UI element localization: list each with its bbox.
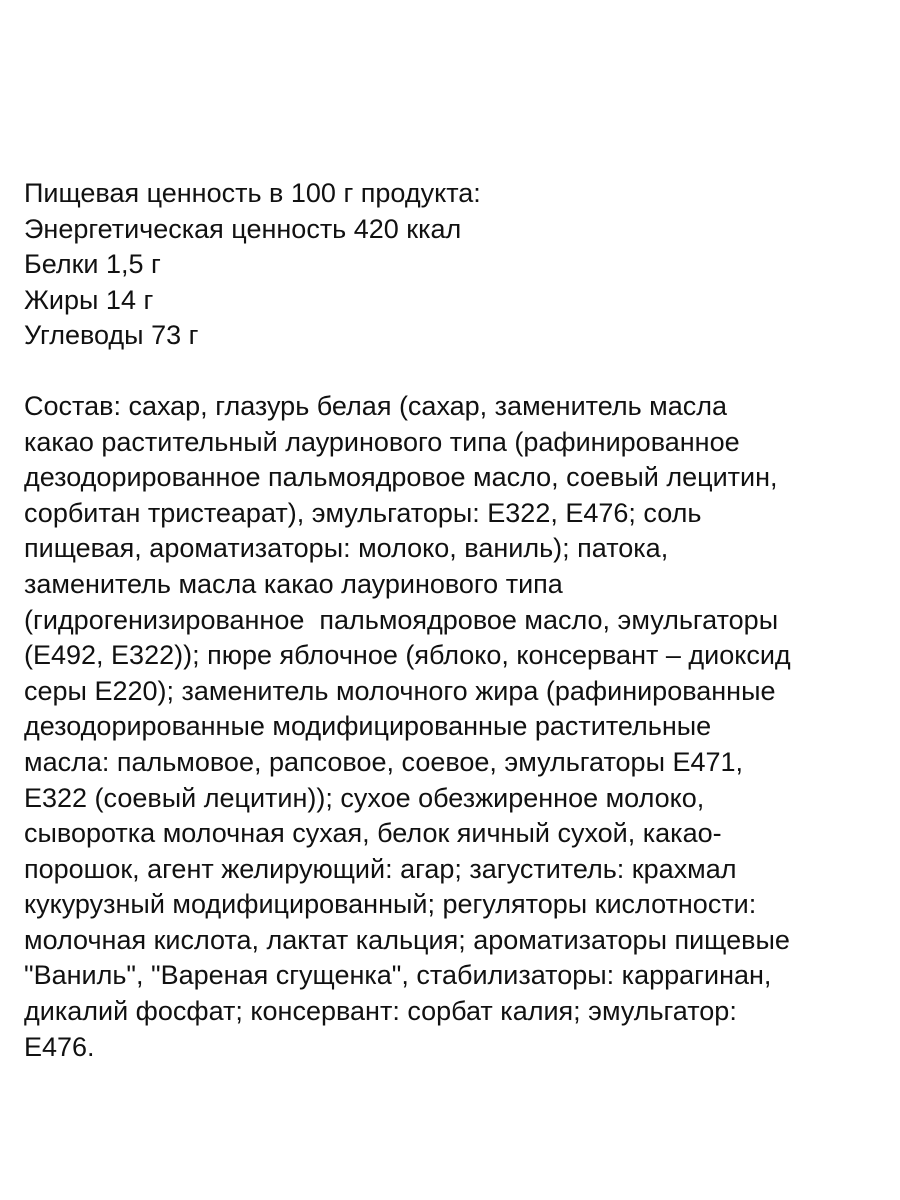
composition-line: (Е492, Е322)); пюре яблочное (яблоко, консервант – диоксид bbox=[24, 640, 791, 671]
nutrition-protein: Белки 1,5 г bbox=[24, 249, 161, 280]
composition-line: (гидрогенизированное пальмоядровое масло, эмульгаторы bbox=[24, 604, 779, 635]
nutrition-heading: Пищевая ценность в 100 г продукта: bbox=[24, 178, 481, 208]
section-spacer bbox=[24, 354, 884, 389]
composition-line: сорбитан тристеарат), эмульгаторы: Е322, Е476; соль bbox=[24, 497, 702, 528]
composition-block bbox=[24, 389, 884, 1065]
composition-line: пищевая, ароматизаторы: молоко, ваниль); патока, bbox=[24, 533, 669, 564]
composition-line: заменитель масла какао лауринового типа bbox=[24, 568, 563, 599]
nutrition-fat: Жиры 14 г bbox=[24, 284, 154, 315]
nutrition-energy: Энергетическая ценность 420 ккал bbox=[24, 213, 462, 244]
composition-line: масла: пальмовое, рапсовое, соевое, эмульгаторы Е471, bbox=[24, 746, 744, 777]
composition-line: дезодорированное пальмоядровое масло, соевый лецитин, bbox=[24, 462, 778, 493]
composition-line: серы Е220); заменитель молочного жира (рафинированные bbox=[24, 675, 776, 706]
composition-line: Состав: сахар, глазурь белая (сахар, заменитель масла bbox=[24, 390, 728, 421]
nutrition-carbs: Углеводы 73 г bbox=[24, 320, 199, 351]
composition-line: дезодорированные модифицированные растительные bbox=[24, 711, 712, 742]
product-label-text bbox=[24, 176, 884, 1065]
composition-line: какао растительный лауринового типа (рафинированное bbox=[24, 426, 740, 457]
composition-line: сыворотка молочная сухая, белок яичный сухой, какао- bbox=[24, 818, 722, 849]
composition-line: порошок, агент желирующий: агар; загуститель: крахмал bbox=[24, 853, 737, 884]
composition-line: дикалий фосфат; консервант: сорбат калия; эмульгатор: bbox=[24, 996, 737, 1027]
composition-line: кукурузный модифицированный; регуляторы кислотности: bbox=[24, 889, 757, 920]
composition-line: Е476. bbox=[24, 1031, 95, 1062]
composition-line: молочная кислота, лактат кальция; ароматизаторы пищевые bbox=[24, 924, 790, 955]
nutrition-block bbox=[24, 176, 884, 354]
composition-line: Е322 (соевый лецитин)); сухое обезжиренное молоко, bbox=[24, 782, 705, 813]
composition-line: "Ваниль", "Вареная сгущенка", стабилизаторы: каррагинан, bbox=[24, 960, 772, 991]
